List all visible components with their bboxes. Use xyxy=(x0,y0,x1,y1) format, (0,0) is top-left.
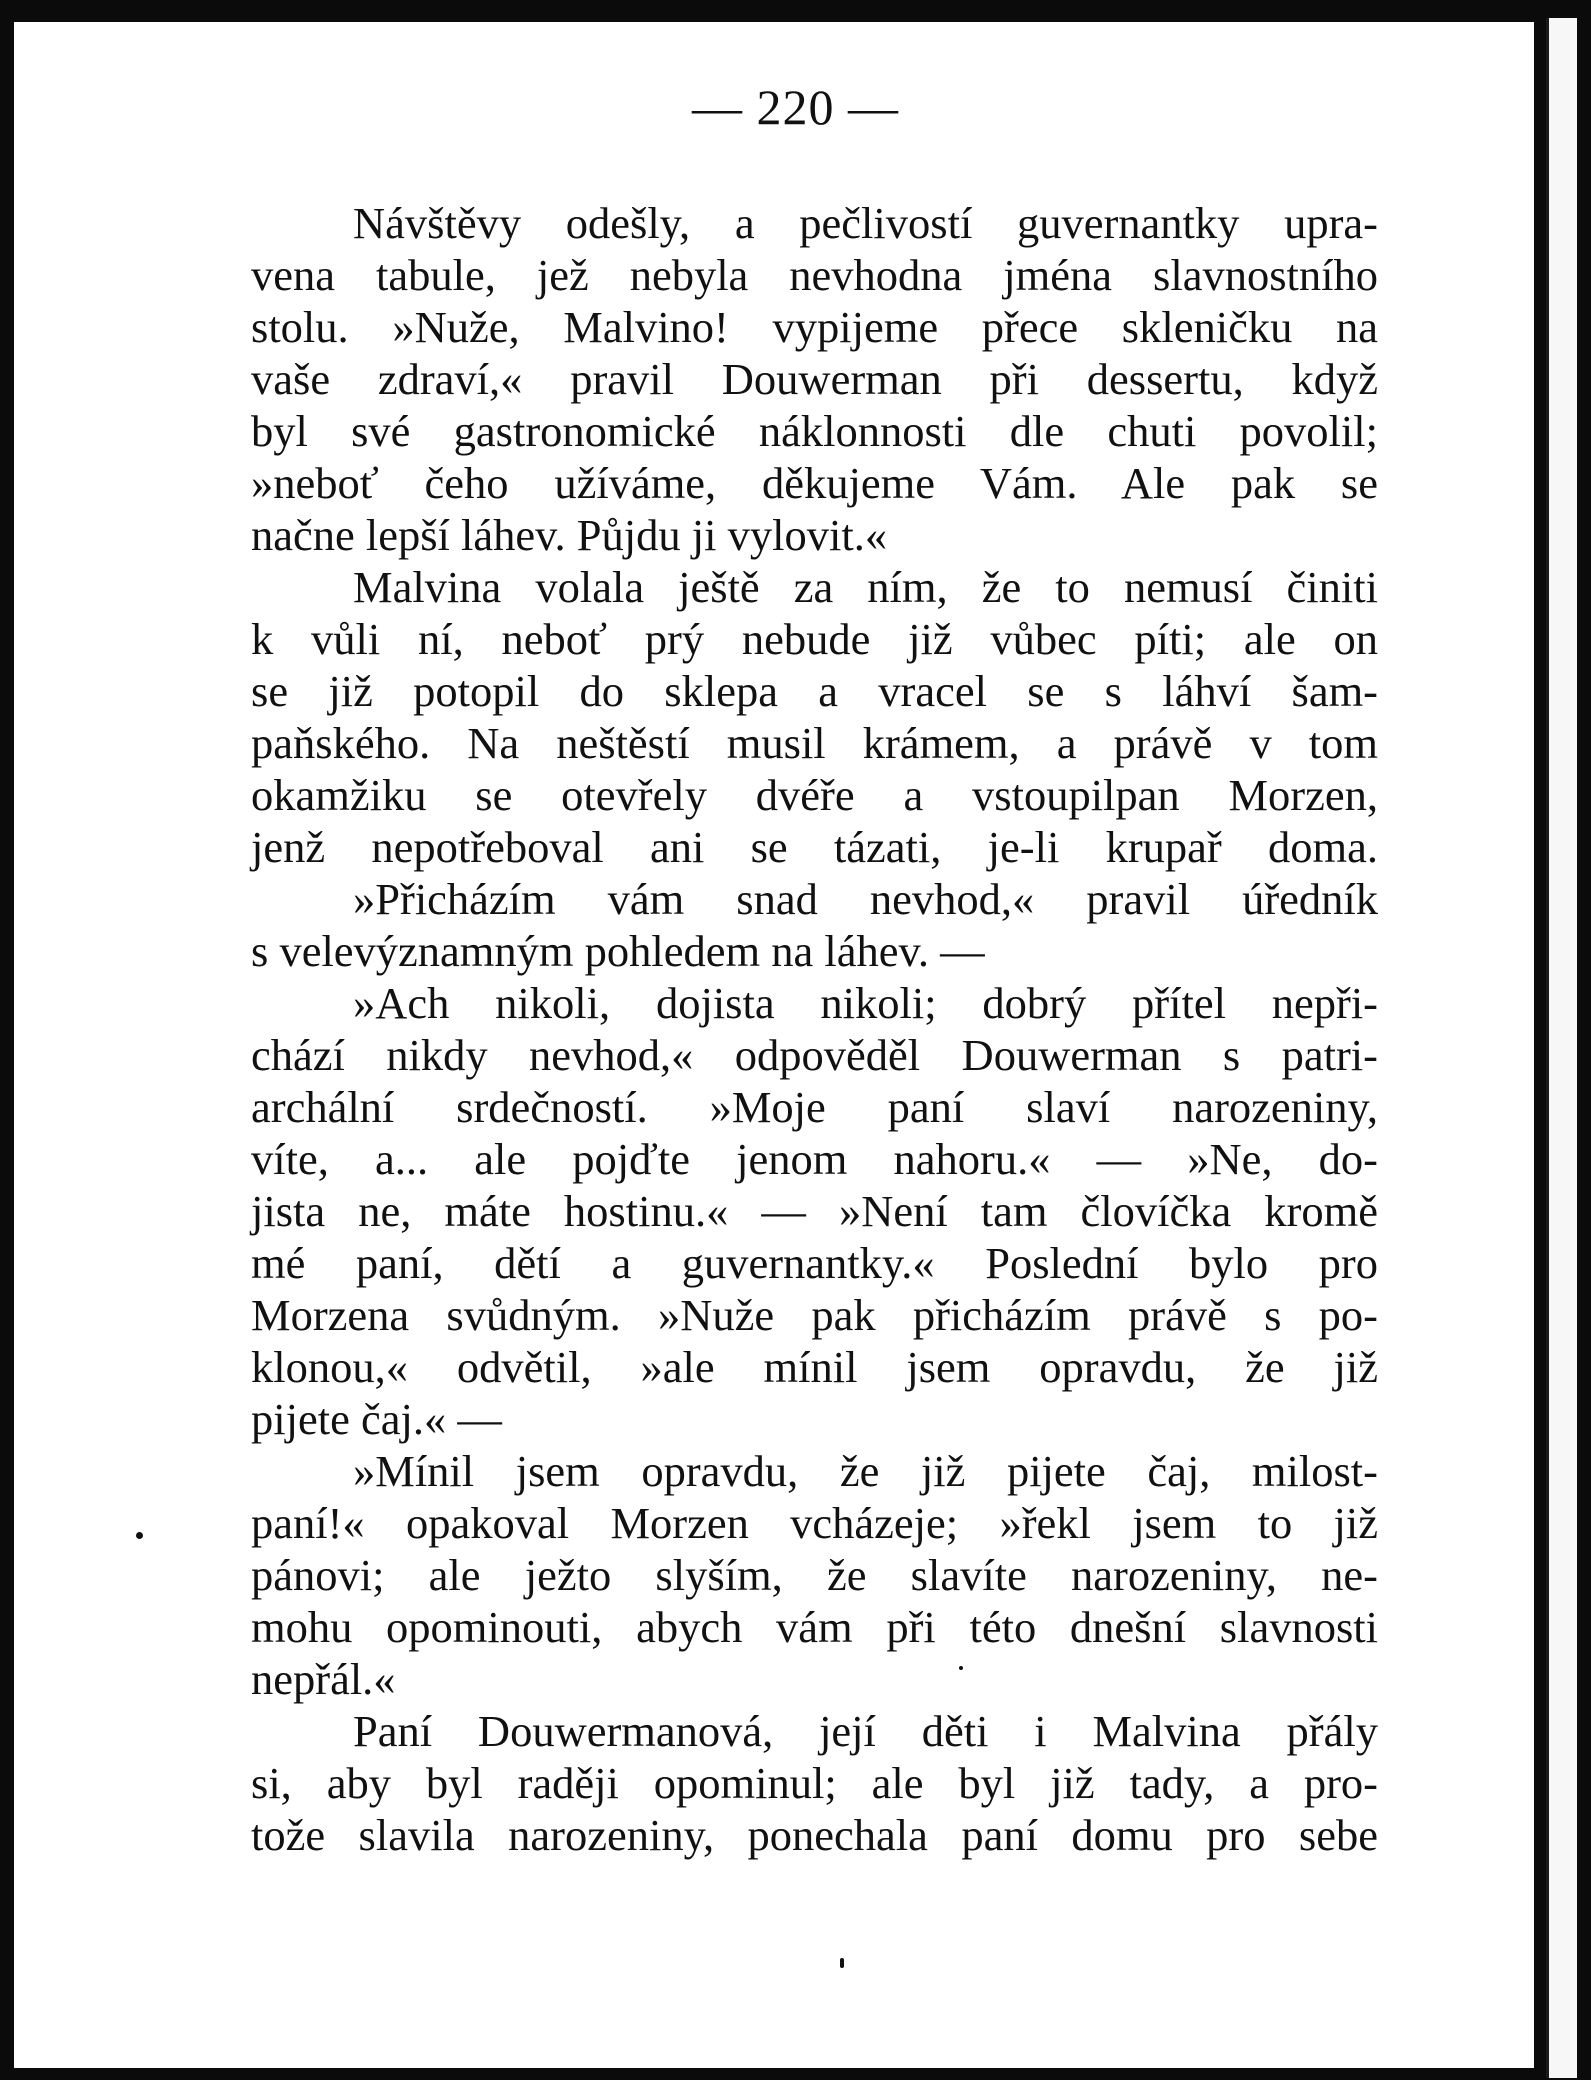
text-line: paňského. Na neštěstí musil krámem, a právě v tom xyxy=(251,718,1378,768)
text-line: »Mínil jsem opravdu, že již pijete čaj, milost- xyxy=(353,1446,1378,1496)
text-line: vaše zdraví,« pravil Douwerman při dessertu, když xyxy=(251,354,1378,404)
text-line: »Přicházím vám snad nevhod,« pravil úředník xyxy=(353,874,1378,924)
text-line: Návštěvy odešly, a pečlivostí guvernantky upra- xyxy=(353,198,1378,248)
scan-speck xyxy=(136,1532,143,1539)
text-line: archální srdečností. »Moje paní slaví narozeniny, xyxy=(251,1082,1378,1132)
text-line: vena tabule, jež nebyla nevhodna jména slavnostního xyxy=(251,250,1378,300)
scan-speck xyxy=(959,1666,963,1670)
text-line: Paní Douwermanová, její děti i Malvina přály xyxy=(353,1706,1378,1756)
text-line: k vůli ní, neboť prý nebude již vůbec píti; ale on xyxy=(251,614,1378,664)
scan-speck xyxy=(840,1958,844,1968)
scan-edge xyxy=(1546,18,1577,2078)
body-text xyxy=(251,197,1378,1861)
text-line: mé paní, dětí a guvernantky.« Poslední bylo pro xyxy=(251,1238,1378,1288)
text-line: si, aby byl raději opominul; ale byl již tady, a pro- xyxy=(251,1758,1378,1808)
text-line: stolu. »Nuže, Malvino! vypijeme přece skleničku na xyxy=(251,302,1378,352)
page-number: — 220 — xyxy=(692,79,899,135)
text-line: nepřál.« xyxy=(251,1654,396,1704)
text-line: paní!« opakoval Morzen vcházeje; »řekl jsem to již xyxy=(251,1498,1378,1548)
text-line: mohu opominouti, abych vám při této dnešní slavnosti xyxy=(251,1602,1378,1652)
text-line: »Ach nikoli, dojista nikoli; dobrý přítel nepři- xyxy=(353,978,1378,1028)
text-line: tože slavila narozeniny, ponechala paní domu pro sebe xyxy=(251,1810,1378,1860)
text-line: byl své gastronomické náklonnosti dle chuti povolil; xyxy=(251,406,1378,456)
text-line: pánovi; ale ježto slyším, že slavíte narozeniny, ne- xyxy=(251,1550,1378,1600)
text-line: klonou,« odvětil, »ale mínil jsem opravdu, že již xyxy=(251,1342,1378,1392)
text-line: jenž nepotřeboval ani se tázati, je-li krupař doma. xyxy=(251,822,1378,872)
text-line: pijete čaj.« — xyxy=(251,1394,502,1444)
text-line: Morzena svůdným. »Nuže pak přicházím právě s po- xyxy=(251,1290,1378,1340)
text-line: jista ne, máte hostinu.« — »Není tam človíčka kromě xyxy=(251,1186,1378,1236)
text-line: »neboť čeho užíváme, děkujeme Vám. Ale pak se xyxy=(251,458,1378,508)
text-line: načne lepší láhev. Půjdu ji vylovit.« xyxy=(251,510,888,560)
text-line: Malvina volala ještě za ním, že to nemusí činiti xyxy=(353,562,1378,612)
text-line: víte, a... ale pojďte jenom nahoru.« — »Ne, do- xyxy=(251,1134,1378,1184)
text-line: chází nikdy nevhod,« odpověděl Douwerman s patri- xyxy=(251,1030,1378,1080)
text-line: se již potopil do sklepa a vracel se s láhví šam- xyxy=(251,666,1378,716)
text-line: s velevýznamným pohledem na láhev. — xyxy=(251,926,985,976)
text-line: okamžiku se otevřely dvéře a vstoupilpan Morzen, xyxy=(251,770,1378,820)
